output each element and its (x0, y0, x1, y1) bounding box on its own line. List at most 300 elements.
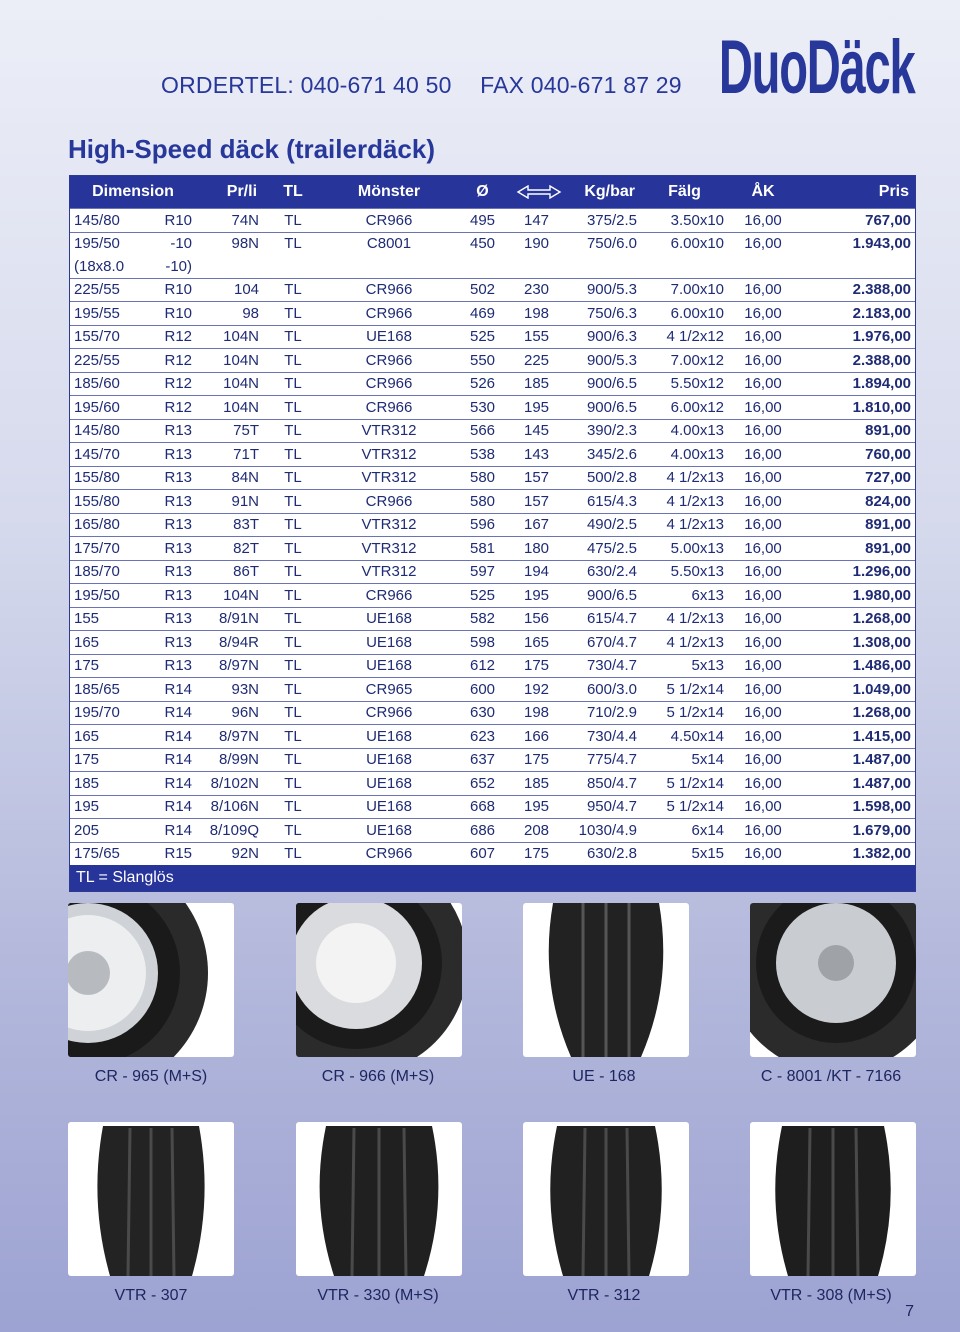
cell-falg: 4.00x13 (641, 419, 728, 443)
cell-rim: R13 (130, 490, 196, 514)
table-row (70, 819, 915, 843)
cell-price: 760,00 (798, 443, 915, 467)
cell-ak: 16,00 (728, 748, 798, 772)
cell-tl: TL (263, 678, 323, 702)
cell-tl: TL (263, 419, 323, 443)
cell-tl: TL (263, 466, 323, 490)
tyre-image-vtr307 (68, 1122, 234, 1276)
tyre-image-vtr312 (523, 1122, 689, 1276)
cell-rim: R10 (130, 302, 196, 326)
cell-prli: 8/106N (196, 795, 263, 819)
cell-dim: 205 (70, 819, 130, 843)
table-row (70, 466, 915, 490)
table-row (70, 209, 915, 233)
cell-tl: TL (263, 819, 323, 843)
cell-width: 185 (510, 372, 563, 396)
table-row (70, 419, 915, 443)
cell-dia: 597 (455, 560, 510, 584)
table-row (70, 396, 915, 420)
cell-falg: 5x15 (641, 842, 728, 865)
cell-kgbar: 950/4.7 (563, 795, 641, 819)
cell-width: 190 (510, 232, 563, 255)
cell-pattern: CR966 (323, 209, 455, 233)
cell-kgbar: 615/4.3 (563, 490, 641, 514)
table-row (70, 772, 915, 796)
cell-width: 147 (510, 209, 563, 233)
cell-tl: TL (263, 372, 323, 396)
col-width (510, 176, 563, 209)
cell-rim: R12 (130, 372, 196, 396)
cell-tl: TL (263, 607, 323, 631)
ordertel-text: ORDERTEL: 040-671 40 50 (161, 72, 452, 98)
col-tl: TL (263, 176, 323, 209)
cell-rim: R13 (130, 654, 196, 678)
cell-pattern: VTR312 (323, 466, 455, 490)
table-body (70, 209, 915, 866)
cell-ak: 16,00 (728, 772, 798, 796)
cell-ak: 16,00 (728, 560, 798, 584)
cell-price: 1.487,00 (798, 748, 915, 772)
cell-prli: 8/109Q (196, 819, 263, 843)
col-dimension: Dimension (70, 176, 196, 209)
cell-ak: 16,00 (728, 372, 798, 396)
cell-ak: 16,00 (728, 631, 798, 655)
cell-ak: 16,00 (728, 537, 798, 561)
cell-kgbar: 775/4.7 (563, 748, 641, 772)
table-row (70, 584, 915, 608)
cell-kgbar: 730/4.7 (563, 654, 641, 678)
cell-ak: 16,00 (728, 419, 798, 443)
cell-dim: 175 (70, 654, 130, 678)
cell-kgbar: 900/6.5 (563, 396, 641, 420)
cell-prli: 92N (196, 842, 263, 865)
cell-tl: TL (263, 349, 323, 373)
cell-price: 1.894,00 (798, 372, 915, 396)
cell-width: 175 (510, 748, 563, 772)
cell-pattern: UE168 (323, 654, 455, 678)
cell-dim: 175 (70, 748, 130, 772)
cell-dim: 165/80 (70, 513, 130, 537)
cell-prli: 104N (196, 349, 263, 373)
fax-text: FAX 040-671 87 29 (480, 72, 682, 98)
cell-width: 198 (510, 302, 563, 326)
col-ak: ÅK (728, 176, 798, 209)
cell-price: 1.976,00 (798, 325, 915, 349)
cell-tl: TL (263, 701, 323, 725)
cell-ak: 16,00 (728, 325, 798, 349)
cell-dia: 668 (455, 795, 510, 819)
cell-pattern: UE168 (323, 795, 455, 819)
cell-pattern: C8001 (323, 232, 455, 255)
cell-prli: 83T (196, 513, 263, 537)
cell-pattern: UE168 (323, 772, 455, 796)
cell-ak: 16,00 (728, 607, 798, 631)
table-row (70, 560, 915, 584)
cell-dim: 155 (70, 607, 130, 631)
table-row (70, 607, 915, 631)
cell-width: 195 (510, 396, 563, 420)
cell-prli: 8/102N (196, 772, 263, 796)
page-number: 7 (905, 1303, 914, 1320)
cell-width: 198 (510, 701, 563, 725)
cell-falg: 6.00x12 (641, 396, 728, 420)
cell-pattern: CR966 (323, 278, 455, 302)
cell-price: 2.388,00 (798, 349, 915, 373)
cell-ak: 16,00 (728, 278, 798, 302)
tyre-tread-icon (296, 1122, 462, 1276)
cell-prli: 104N (196, 584, 263, 608)
cell-dim: 195/50 (70, 232, 130, 255)
cell-ak: 16,00 (728, 513, 798, 537)
cell-price: 1.308,00 (798, 631, 915, 655)
table-row (70, 490, 915, 514)
cell-ak: 16,00 (728, 232, 798, 255)
tyre-caption: C - 8001 /KT - 7166 (760, 1068, 902, 1085)
cell-width: 208 (510, 819, 563, 843)
tyre-price-table (69, 175, 916, 892)
cell-price: 1.296,00 (798, 560, 915, 584)
table-row (70, 537, 915, 561)
cell-prli: 82T (196, 537, 263, 561)
cell-dim: 145/80 (70, 419, 130, 443)
cell-tl: TL (263, 232, 323, 255)
cell-dim: 145/70 (70, 443, 130, 467)
cell-rim: R14 (130, 678, 196, 702)
cell-dia: 582 (455, 607, 510, 631)
table-row (70, 278, 915, 302)
cell-falg: 4.50x14 (641, 725, 728, 749)
table-row (70, 678, 915, 702)
cell-ak: 16,00 (728, 584, 798, 608)
cell-kgbar: 500/2.8 (563, 466, 641, 490)
cell-dim: 195/50 (70, 584, 130, 608)
cell-rim: R13 (130, 631, 196, 655)
col-monster: Mönster (323, 176, 455, 209)
cell-rim: R12 (130, 396, 196, 420)
cell-width: 194 (510, 560, 563, 584)
cell-width: 155 (510, 325, 563, 349)
cell-price: 891,00 (798, 537, 915, 561)
table-header-row (70, 176, 915, 209)
cell-price: 1.049,00 (798, 678, 915, 702)
cell-width: 225 (510, 349, 563, 373)
tyre-caption: VTR - 312 (567, 1287, 641, 1304)
table-row (70, 701, 915, 725)
cell-ak: 16,00 (728, 701, 798, 725)
cell-kgbar: 490/2.5 (563, 513, 641, 537)
table-row (70, 443, 915, 467)
cell-dim: 195/55 (70, 302, 130, 326)
cell-kgbar: 615/4.7 (563, 607, 641, 631)
table-row (70, 232, 915, 255)
cell-prli: 98N (196, 232, 263, 255)
cell-falg: 6x14 (641, 819, 728, 843)
cell-rim: R13 (130, 560, 196, 584)
cell-ak: 16,00 (728, 209, 798, 233)
footnote-text: TL = Slanglös (70, 865, 915, 891)
cell-dia: 686 (455, 819, 510, 843)
col-falg: Fälg (641, 176, 728, 209)
cell-falg: 5 1/2x14 (641, 701, 728, 725)
cell-rim: R14 (130, 725, 196, 749)
cell-rim: R13 (130, 584, 196, 608)
cell-prli: 104N (196, 396, 263, 420)
cell-kgbar: 630/2.4 (563, 560, 641, 584)
cell-price: 2.388,00 (798, 278, 915, 302)
cell-falg: 4 1/2x13 (641, 631, 728, 655)
cell-tl: TL (263, 513, 323, 537)
cell-ak: 16,00 (728, 466, 798, 490)
cell-pattern: UE168 (323, 725, 455, 749)
cell-price: 824,00 (798, 490, 915, 514)
cell-rim: R13 (130, 466, 196, 490)
cell-rim: R10 (130, 278, 196, 302)
cell-dia: 596 (455, 513, 510, 537)
cell-tl: TL (263, 396, 323, 420)
cell-kgbar: 670/4.7 (563, 631, 641, 655)
col-prli: Pr/li (196, 176, 263, 209)
cell-width: 143 (510, 443, 563, 467)
cell-ak: 16,00 (728, 725, 798, 749)
cell-width: 166 (510, 725, 563, 749)
table-row (70, 325, 915, 349)
cell-pattern: UE168 (323, 325, 455, 349)
col-pris: Pris (798, 176, 915, 209)
cell-pattern: UE168 (323, 748, 455, 772)
cell-ak: 16,00 (728, 349, 798, 373)
cell-dim: 165 (70, 725, 130, 749)
cell-dim: 185 (70, 772, 130, 796)
cell-kgbar: 900/6.5 (563, 372, 641, 396)
cell-rim: R14 (130, 748, 196, 772)
cell-tl: TL (263, 842, 323, 865)
cell-falg: 6x13 (641, 584, 728, 608)
cell-falg: 5 1/2x14 (641, 678, 728, 702)
cell-rim: R13 (130, 607, 196, 631)
cell-pattern: CR966 (323, 842, 455, 865)
table-row (70, 513, 915, 537)
cell-pattern: CR966 (323, 302, 455, 326)
cell-pattern: VTR312 (323, 513, 455, 537)
cell-falg: 4 1/2x12 (641, 325, 728, 349)
cell-falg: 6.00x10 (641, 302, 728, 326)
cell-prli: 104 (196, 278, 263, 302)
cell-tl: TL (263, 631, 323, 655)
cell-tl: TL (263, 302, 323, 326)
cell-prli: 86T (196, 560, 263, 584)
cell-dia: 637 (455, 748, 510, 772)
cell-ak: 16,00 (728, 654, 798, 678)
cell-kgbar: 850/4.7 (563, 772, 641, 796)
cell-tl: TL (263, 560, 323, 584)
cell-dim: 165 (70, 631, 130, 655)
cell-kgbar: 730/4.4 (563, 725, 641, 749)
table-row (70, 631, 915, 655)
cell-price: 1.268,00 (798, 607, 915, 631)
cell-prli: 8/99N (196, 748, 263, 772)
cell-dia: 469 (455, 302, 510, 326)
footnote-row (70, 865, 915, 891)
cell-kgbar: 900/5.3 (563, 349, 641, 373)
tyre-tread-icon (523, 903, 689, 1057)
cell-dim: 145/80 (70, 209, 130, 233)
tyre-caption: CR - 965 (M+S) (94, 1068, 208, 1085)
cell-pattern: UE168 (323, 819, 455, 843)
cell-kgbar: 1030/4.9 (563, 819, 641, 843)
tyre-image-c8001 (750, 903, 916, 1057)
cell-prli: 8/97N (196, 654, 263, 678)
cell-kgbar: 750/6.0 (563, 232, 641, 255)
cell-ak: 16,00 (728, 396, 798, 420)
cell-falg: 5x14 (641, 748, 728, 772)
cell-prli: 104N (196, 372, 263, 396)
cell-price: 1.679,00 (798, 819, 915, 843)
cell-prli: 8/94R (196, 631, 263, 655)
cell-price: 1.943,00 (798, 232, 915, 255)
cell-dim: 175/70 (70, 537, 130, 561)
cell-rim: R13 (130, 443, 196, 467)
cell-ak: 16,00 (728, 302, 798, 326)
table-row (70, 302, 915, 326)
cell-price: 1.487,00 (798, 772, 915, 796)
cell-prli: 8/97N (196, 725, 263, 749)
tyre-with-rim-icon (750, 903, 916, 1057)
cell-dia: 526 (455, 372, 510, 396)
cell-prli: 74N (196, 209, 263, 233)
cell-tl: TL (263, 725, 323, 749)
tyre-tread-icon (750, 1122, 916, 1276)
cell-pattern: CR965 (323, 678, 455, 702)
cell-dim: 185/65 (70, 678, 130, 702)
cell-dim: 225/55 (70, 278, 130, 302)
tyre-with-rim-icon (68, 903, 234, 1057)
cell-falg: 5.50x12 (641, 372, 728, 396)
cell-falg: 3.50x10 (641, 209, 728, 233)
cell-kgbar: 345/2.6 (563, 443, 641, 467)
tyre-image-cr966 (296, 903, 462, 1057)
cell-ak: 16,00 (728, 795, 798, 819)
cell-dia: 530 (455, 396, 510, 420)
cell-width: 145 (510, 419, 563, 443)
table-row (70, 842, 915, 865)
cell-ak: 16,00 (728, 443, 798, 467)
cell-price: 1.810,00 (798, 396, 915, 420)
cell-pattern: VTR312 (323, 537, 455, 561)
cell-price: 727,00 (798, 466, 915, 490)
table-row-continuation (70, 255, 915, 278)
cell-dim: 195 (70, 795, 130, 819)
cell-tl: TL (263, 654, 323, 678)
table-row (70, 795, 915, 819)
cell-tl: TL (263, 490, 323, 514)
cell-dia: 525 (455, 584, 510, 608)
cell-pattern: CR966 (323, 372, 455, 396)
cell-dia: 607 (455, 842, 510, 865)
cell-falg: 4 1/2x13 (641, 466, 728, 490)
tyre-with-rim-icon (296, 903, 462, 1057)
cell-falg: 5.50x13 (641, 560, 728, 584)
cell-price: 1.415,00 (798, 725, 915, 749)
cell-dim: 225/55 (70, 349, 130, 373)
cell-dia: 495 (455, 209, 510, 233)
cell-kgbar: 375/2.5 (563, 209, 641, 233)
cell-tl: TL (263, 748, 323, 772)
cell-prli: 98 (196, 302, 263, 326)
cell-rim: R14 (130, 795, 196, 819)
cell-prli: 91N (196, 490, 263, 514)
cell-kgbar: 390/2.3 (563, 419, 641, 443)
cell-prli: 71T (196, 443, 263, 467)
cell-pattern: CR966 (323, 584, 455, 608)
double-headed-arrow-icon (516, 185, 562, 199)
cell-dia: 652 (455, 772, 510, 796)
cell-tl: TL (263, 443, 323, 467)
cell-pattern: CR966 (323, 490, 455, 514)
cell-dim: 185/70 (70, 560, 130, 584)
cell-pattern: VTR312 (323, 419, 455, 443)
cell-rim: R10 (130, 209, 196, 233)
cell-width: 165 (510, 631, 563, 655)
cell-width: 185 (510, 772, 563, 796)
cell-tl: TL (263, 772, 323, 796)
cell-width: 167 (510, 513, 563, 537)
col-diameter: Ø (455, 176, 510, 209)
cell-price: 767,00 (798, 209, 915, 233)
cell-tl: TL (263, 584, 323, 608)
cell-rim: R12 (130, 325, 196, 349)
cell-dia: 623 (455, 725, 510, 749)
cell-price: 1.980,00 (798, 584, 915, 608)
cell-width: 156 (510, 607, 563, 631)
cell-falg: 4 1/2x13 (641, 607, 728, 631)
cell-rim: -10 (130, 232, 196, 255)
cell-dim: 155/80 (70, 466, 130, 490)
cell-rim: R12 (130, 349, 196, 373)
cell-falg: 5x13 (641, 654, 728, 678)
cell-falg: 6.00x10 (641, 232, 728, 255)
page-title: High-Speed däck (trailerdäck) (68, 134, 435, 164)
table-row (70, 654, 915, 678)
col-kgbar: Kg/bar (563, 176, 641, 209)
cell-width: 180 (510, 537, 563, 561)
cell-dia: 580 (455, 466, 510, 490)
cell-pattern: VTR312 (323, 443, 455, 467)
tyre-tread-icon (68, 1122, 234, 1276)
cell-falg: 5 1/2x14 (641, 795, 728, 819)
cell-falg: 4 1/2x13 (641, 490, 728, 514)
cell-dim: 155/70 (70, 325, 130, 349)
cell-pattern: CR966 (323, 396, 455, 420)
cell-falg: 5.00x13 (641, 537, 728, 561)
cell-rim: R13 (130, 513, 196, 537)
cell-dia: 450 (455, 232, 510, 255)
cell-ak: 16,00 (728, 490, 798, 514)
cell-dia: 566 (455, 419, 510, 443)
cell-ak: 16,00 (728, 842, 798, 865)
cell-kgbar: 475/2.5 (563, 537, 641, 561)
cell-dia: 581 (455, 537, 510, 561)
cell-price: 1.486,00 (798, 654, 915, 678)
table-row (70, 748, 915, 772)
cell-pattern: CR966 (323, 701, 455, 725)
table-row (70, 372, 915, 396)
cell-prli: 93N (196, 678, 263, 702)
cell-dia: 630 (455, 701, 510, 725)
cell-rim-sub: -10) (165, 257, 193, 275)
cell-prli: 104N (196, 325, 263, 349)
tyre-caption: VTR - 308 (M+S) (770, 1287, 892, 1304)
cell-rim: R14 (130, 772, 196, 796)
